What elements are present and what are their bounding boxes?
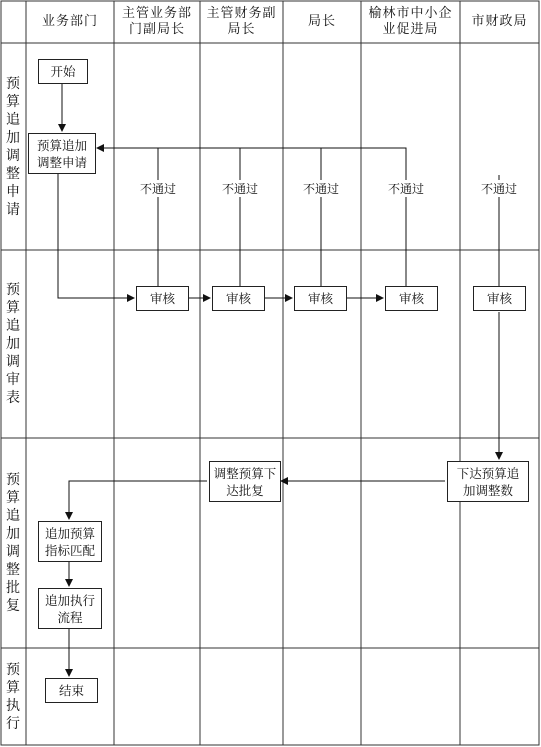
node-review-4: 审核 bbox=[385, 286, 438, 311]
col-header-finance-bureau: 市财政局 bbox=[471, 14, 528, 29]
col-header-director: 局长 bbox=[307, 14, 336, 29]
connectors bbox=[58, 84, 499, 676]
node-review-3: 审核 bbox=[294, 286, 347, 311]
node-review-5: 审核 bbox=[473, 286, 526, 311]
node-issue-adjustment: 下达预算追加调整数 bbox=[447, 461, 529, 502]
swimlane-grid bbox=[1, 1, 539, 745]
node-reply: 调整预算下达批复 bbox=[209, 461, 281, 502]
reject-label-3: 不通过 bbox=[296, 180, 346, 197]
reject-label-2: 不通过 bbox=[215, 180, 265, 197]
reject-label-1: 不通过 bbox=[133, 180, 183, 197]
node-execute: 追加执行流程 bbox=[38, 588, 102, 629]
col-header-sme-bureau: 榆林市中小企业促进局 bbox=[368, 6, 453, 37]
phase-label-application: 预算追加调整申请 bbox=[6, 75, 20, 218]
node-review-1: 审核 bbox=[136, 286, 189, 311]
arrow-apply-to-review1 bbox=[58, 174, 134, 298]
col-header-deputy-director-finance: 主管财务副局长 bbox=[206, 6, 277, 37]
col-header-deputy-director-business: 主管业务部门副局长 bbox=[121, 6, 192, 37]
reject-label-4: 不通过 bbox=[381, 180, 431, 197]
col-header-business-dept: 业务部门 bbox=[41, 14, 98, 29]
phase-label-approval-reply: 预算追加调整批复 bbox=[6, 472, 20, 614]
phase-label-review-form: 预算追加调审表 bbox=[6, 282, 20, 406]
node-review-2: 审核 bbox=[212, 286, 265, 311]
phase-label-execution: 预算执行 bbox=[6, 661, 20, 732]
reject-label-5: 不通过 bbox=[474, 180, 524, 197]
reject-loop-line bbox=[97, 148, 406, 286]
node-apply: 预算追加调整申请 bbox=[28, 133, 96, 174]
node-end: 结束 bbox=[45, 678, 98, 703]
node-start: 开始 bbox=[38, 59, 88, 84]
node-indicator-match: 追加预算指标匹配 bbox=[38, 521, 102, 562]
arrow-reply-to-match bbox=[69, 481, 207, 519]
